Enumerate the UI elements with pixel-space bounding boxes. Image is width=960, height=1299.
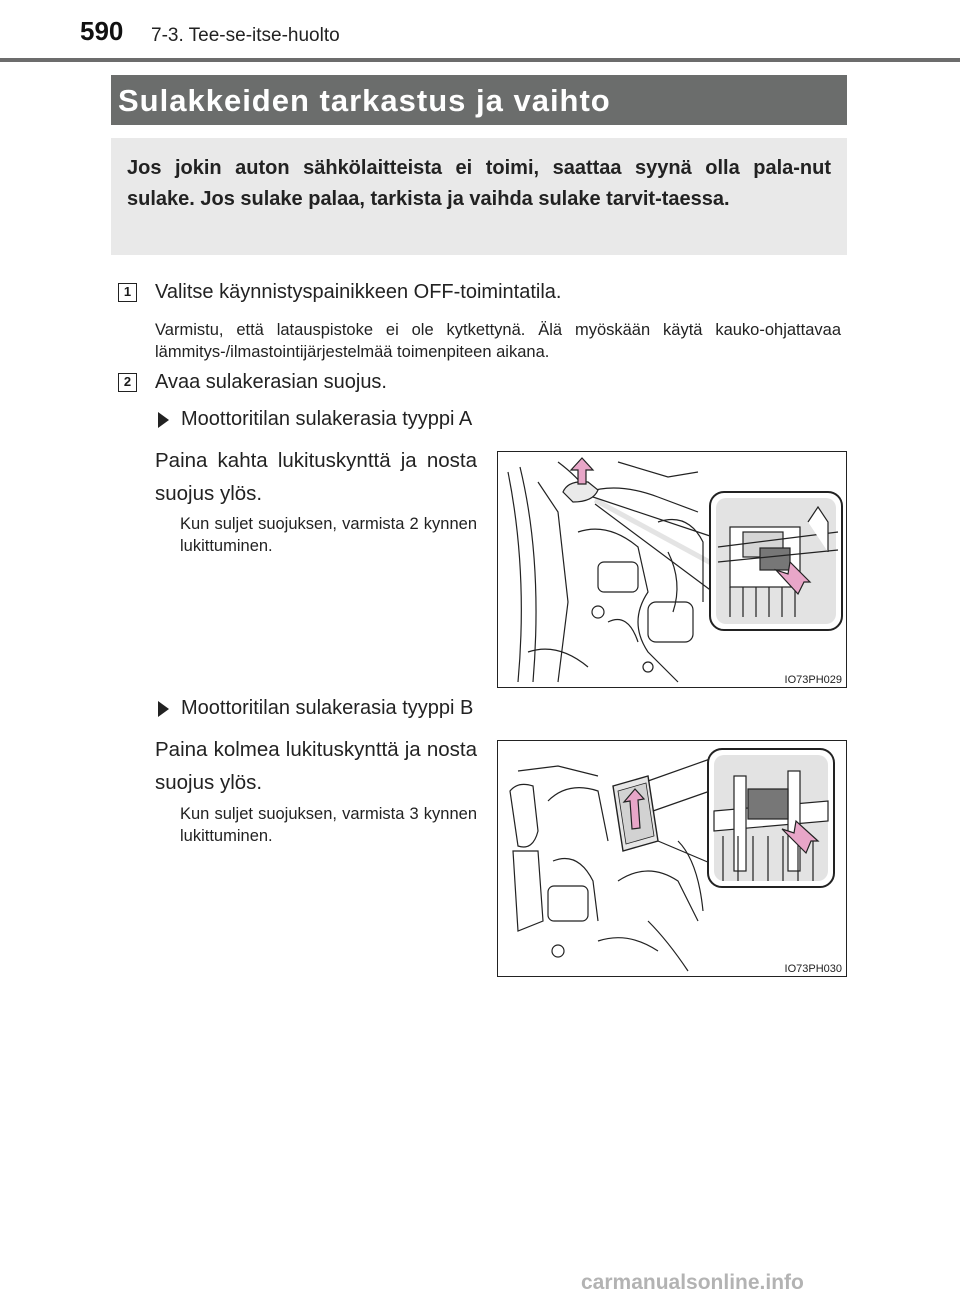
step-2-text: Avaa sulakerasian suojus. — [155, 371, 387, 393]
triangle-bullet-icon — [158, 701, 169, 717]
engine-bay-illustration-a — [498, 452, 846, 687]
intro-box: Jos jokin auton sähkölaitteista ei toimi, saattaa syynä olla pala-nut sulake. Jos sulake palaa, tarkista ja vaihda sulake tarvit-taessa. — [111, 138, 847, 255]
page-number: 590 — [80, 16, 124, 46]
type-b-note: Kun suljet suojuksen, varmista 3 kynnen lukittuminen. — [180, 805, 477, 845]
figure-fuse-box-type-a — [497, 451, 847, 688]
type-a-heading-text: Moottoritilan sulakerasia tyyppi A — [181, 408, 473, 430]
figure-fuse-box-type-b — [497, 740, 847, 977]
section-label: 7-3. Tee-se-itse-huolto — [151, 25, 340, 46]
engine-bay-illustration-b — [498, 741, 846, 976]
step-number-2: 2 — [118, 373, 137, 392]
type-a-body: Paina kahta lukituskynttä ja nosta suojus ylös. — [155, 449, 477, 505]
triangle-bullet-icon — [158, 412, 169, 428]
step-1-note: Varmistu, että latauspistoke ei ole kytkettynä. Älä myöskään käytä kauko-ohjattavaa lämmitys-/ilmastointijärjestelmää toimenpiteen aikana. — [155, 321, 841, 361]
type-b-heading — [158, 697, 473, 720]
watermark: carmanualsonline.info — [581, 1271, 804, 1294]
type-a-heading — [158, 408, 472, 431]
figure-a-code: IO73PH029 — [784, 674, 842, 686]
step-number-1: 1 — [118, 283, 137, 302]
page-title: Sulakkeiden tarkastus ja vaihto — [111, 75, 847, 125]
type-b-heading-text: Moottoritilan sulakerasia tyyppi B — [181, 697, 474, 719]
type-a-note: Kun suljet suojuksen, varmista 2 kynnen lukittuminen. — [180, 515, 477, 555]
type-b-body: Paina kolmea lukituskynttä ja nosta suojus ylös. — [155, 738, 477, 794]
step-1-text: Valitse käynnistyspainikkeen OFF-toimintatila. — [155, 281, 562, 303]
figure-b-code: IO73PH030 — [784, 963, 842, 975]
header-rule — [0, 58, 960, 62]
